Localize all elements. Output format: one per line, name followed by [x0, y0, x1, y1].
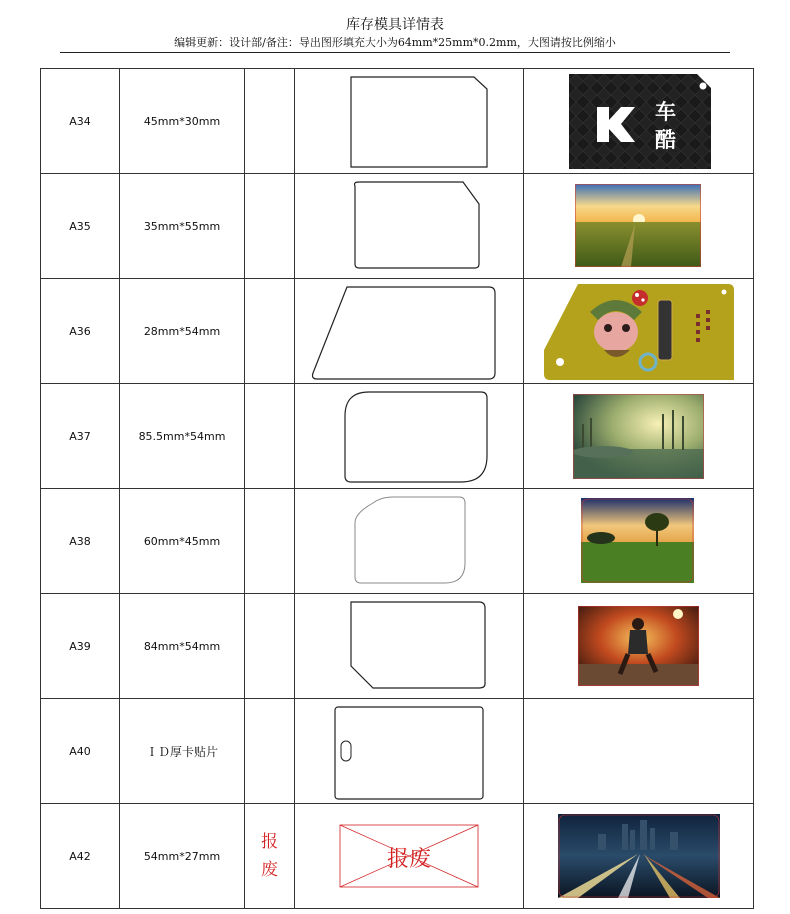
mold-table	[40, 68, 754, 909]
mold-note	[245, 699, 295, 804]
table-row	[41, 174, 754, 279]
scrap-stamp: 报废	[386, 847, 431, 872]
scrap-note	[245, 804, 295, 909]
mold-size: 84mm*54mm	[120, 594, 245, 699]
tree-landscape-image	[581, 498, 694, 583]
table-row	[41, 594, 754, 699]
mold-id: A42	[41, 804, 120, 909]
basketball-player-image	[578, 606, 699, 686]
sample-image-cell	[524, 69, 754, 174]
mold-id: A40	[41, 699, 120, 804]
mold-note	[245, 384, 295, 489]
mold-shape-cell	[295, 69, 524, 174]
page-title: 库存模具详情表	[346, 17, 444, 33]
sample-image-cell	[524, 279, 754, 384]
mold-note	[245, 279, 295, 384]
mold-shape-cell	[295, 804, 524, 909]
sample-image-cell	[524, 489, 754, 594]
mold-shape-cell	[295, 699, 524, 804]
mold-note	[245, 489, 295, 594]
table-row	[41, 69, 754, 174]
mold-outline-a34	[329, 71, 489, 171]
logo-text-1: 车	[655, 100, 676, 124]
mold-outline-a37	[329, 386, 489, 486]
mold-note	[245, 174, 295, 279]
mold-size: 85.5mm*54mm	[120, 384, 245, 489]
mold-id: A37	[41, 384, 120, 489]
mold-size: 45mm*30mm	[120, 69, 245, 174]
mold-id: A36	[41, 279, 120, 384]
scrap-note-line-1: 报	[261, 832, 278, 852]
sample-image-cell	[524, 594, 754, 699]
cartoon-tag-image	[544, 284, 734, 380]
sample-image-cell	[524, 174, 754, 279]
city-night-image	[558, 814, 720, 898]
mold-shape-cell	[295, 489, 524, 594]
mold-shape-cell	[295, 594, 524, 699]
table-row	[41, 279, 754, 384]
mold-outline-a40	[329, 701, 489, 801]
table-row	[41, 384, 754, 489]
page-subtitle: 编辑更新：设计部/备注：导出图形填充大小为64mm*25mm*0.2mm，大图请按比例缩小	[174, 36, 616, 49]
table-row	[41, 699, 754, 804]
mold-id: A39	[41, 594, 120, 699]
misty-forest-image	[573, 394, 704, 479]
mold-outline-a38	[329, 491, 489, 591]
mold-shape-cell	[295, 174, 524, 279]
logo-text-2: 酷	[655, 128, 676, 152]
mold-outline-a35	[329, 176, 489, 276]
sample-image-cell	[524, 699, 754, 804]
logo-card-image	[569, 74, 711, 169]
mold-id: A35	[41, 174, 120, 279]
mold-note	[245, 69, 295, 174]
mold-id: A38	[41, 489, 120, 594]
mold-size: 60mm*45mm	[120, 489, 245, 594]
table-row	[41, 489, 754, 594]
header-divider	[60, 52, 730, 53]
mold-size: 28mm*54mm	[120, 279, 245, 384]
mold-note	[245, 594, 295, 699]
mold-shape-cell	[295, 384, 524, 489]
wheat-field-image	[575, 184, 701, 267]
table-row	[41, 804, 754, 909]
mold-size: 35mm*55mm	[120, 174, 245, 279]
sample-image-cell	[524, 804, 754, 909]
mold-size: ＩＤ厚卡贴片	[120, 699, 245, 804]
sample-image-cell	[524, 384, 754, 489]
mold-id: A34	[41, 69, 120, 174]
mold-shape-cell	[295, 279, 524, 384]
scrap-note-line-2: 废	[261, 860, 278, 880]
mold-size: 54mm*27mm	[120, 804, 245, 909]
mold-outline-a36	[309, 281, 509, 381]
mold-outline-a39	[329, 596, 489, 696]
